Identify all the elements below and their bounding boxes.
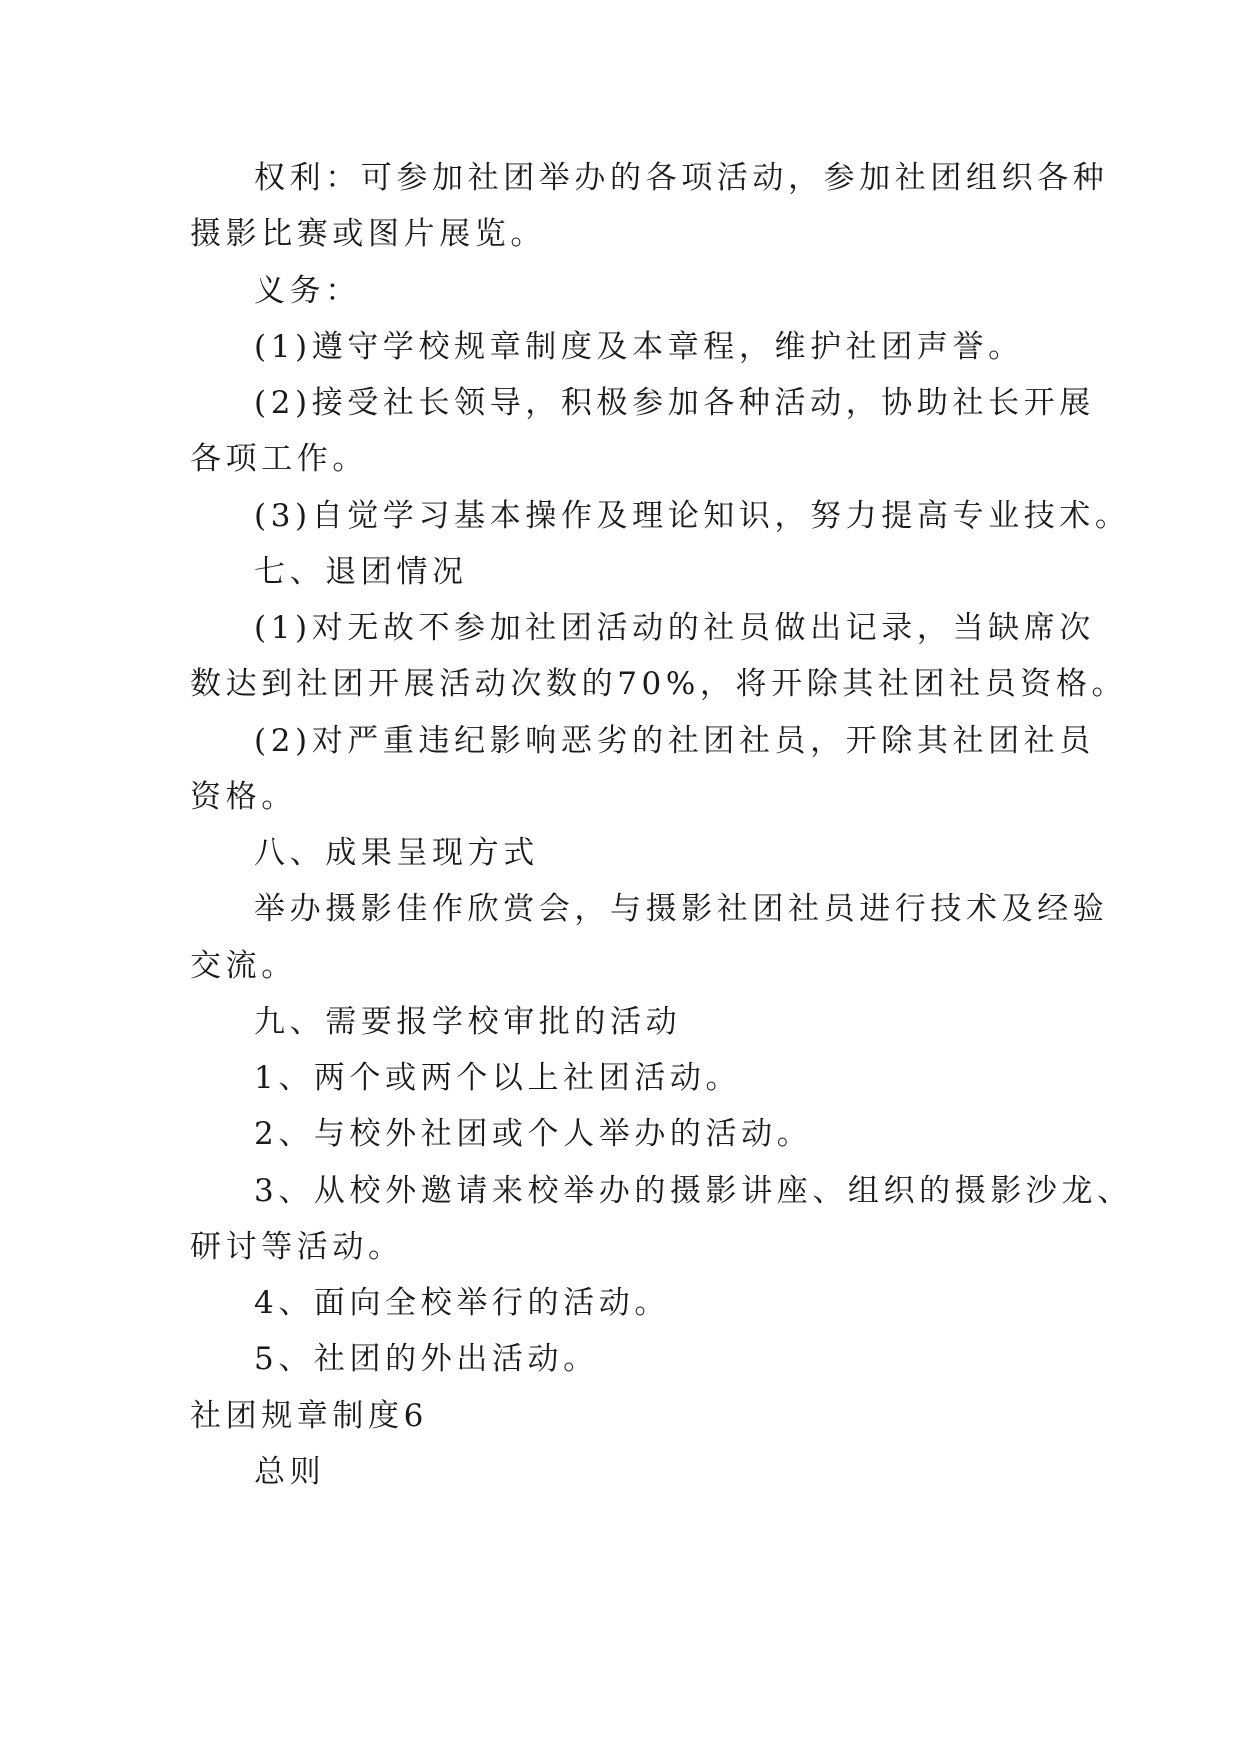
duty-item-1: (1)遵守学校规章制度及本章程，维护社团声誉。: [254, 329, 1024, 365]
approval-item-3-line-1: 3、从校外邀请来校举办的摄影讲座、组织的摄影沙龙、: [254, 1173, 1133, 1209]
duties-heading: 义务：: [254, 273, 361, 309]
rights-paragraph-line-2: 摄影比赛或图片展览。: [190, 216, 546, 252]
document-section-title: 社团规章制度6: [190, 1398, 428, 1434]
results-paragraph-line-2: 交流。: [190, 948, 297, 984]
duty-item-3: (3)自觉学习基本操作及理论知识，努力提高专业技术。: [254, 498, 1131, 534]
approval-item-3-line-2: 研讨等活动。: [190, 1229, 404, 1265]
section-heading-withdrawal: 七、退团情况: [254, 554, 468, 590]
approval-item-2: 2、与校外社团或个人举办的活动。: [254, 1116, 813, 1152]
approval-item-4: 4、面向全校举行的活动。: [254, 1285, 670, 1321]
general-provisions-heading: 总则: [254, 1454, 326, 1490]
withdrawal-item-2-line-2: 资格。: [190, 779, 297, 815]
duty-item-2-line-2: 各项工作。: [190, 441, 368, 477]
duty-item-2-line-1: (2)接受社长领导，积极参加各种活动，协助社长开展: [254, 385, 1095, 421]
withdrawal-item-2-line-1: (2)对严重违纪影响恶劣的社团社员，开除其社团社员: [254, 723, 1095, 759]
approval-item-1: 1、两个或两个以上社团活动。: [254, 1060, 742, 1096]
section-heading-results: 八、成果呈现方式: [254, 835, 539, 871]
withdrawal-item-1-line-1: (1)对无故不参加社团活动的社员做出记录，当缺席次: [254, 610, 1095, 646]
withdrawal-item-1-line-2: 数达到社团开展活动次数的70%，将开除其社团社员资格。: [190, 666, 1128, 702]
rights-paragraph-line-1: 权利：可参加社团举办的各项活动，参加社团组织各种: [254, 160, 1109, 196]
section-heading-approval: 九、需要报学校审批的活动: [254, 1004, 682, 1040]
results-paragraph-line-1: 举办摄影佳作欣赏会，与摄影社团社员进行技术及经验: [254, 891, 1109, 927]
approval-item-5: 5、社团的外出活动。: [254, 1341, 599, 1377]
